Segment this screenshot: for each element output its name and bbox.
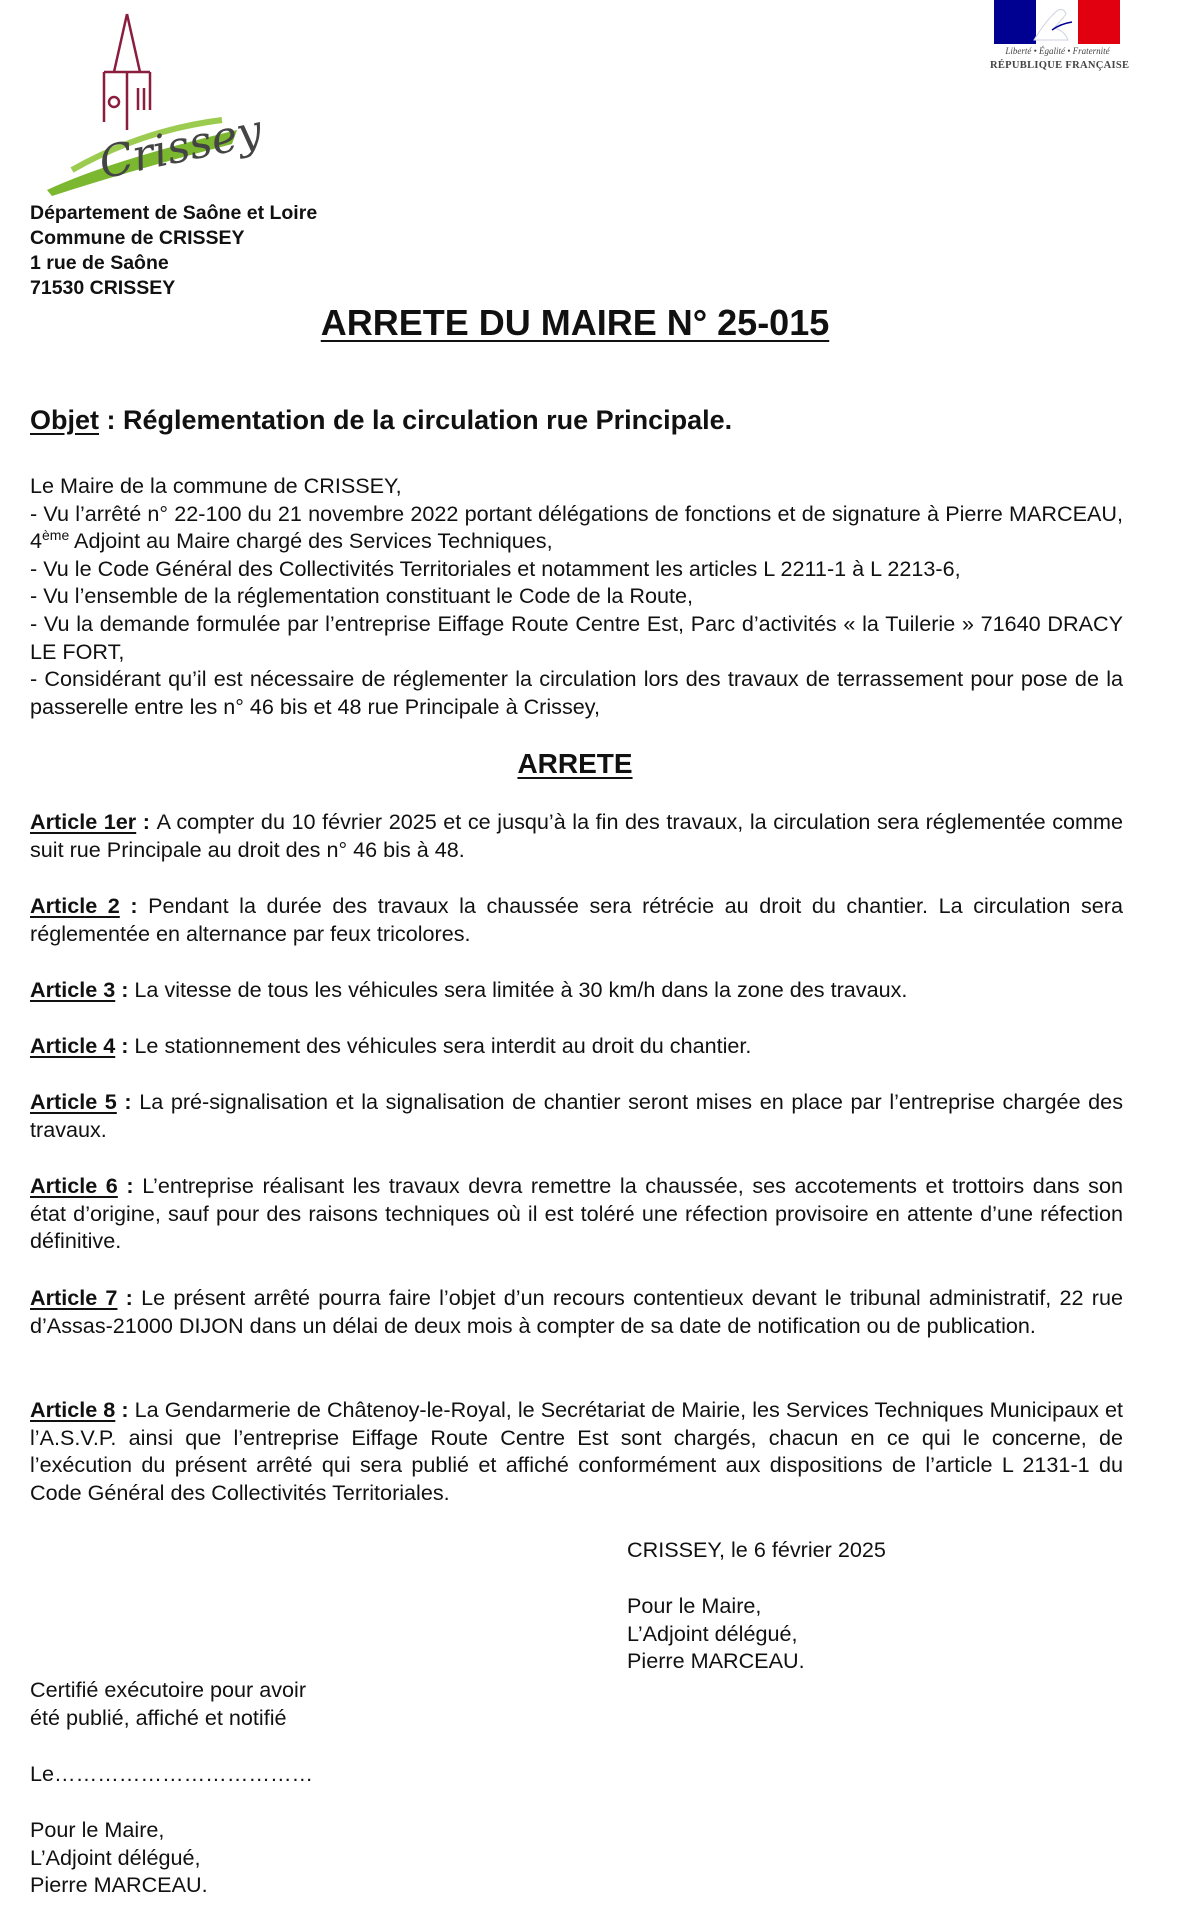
republique-francaise-logo [990, 0, 1130, 80]
article-text: Pendant la durée des travaux la chaussée sera rétrécie au droit du chantier. La circulation sera réglementée en alternance par feux tricolores. [30, 893, 1123, 946]
republic-name: RÉPUBLIQUE FRANÇAISE [990, 60, 1130, 71]
vu1-text-a: - Vu l’arrêté n° 22-100 du 21 novembre 2022 portant délégations de fonctions et de signature à Pierre MARCEAU, 4 [30, 500, 1123, 554]
article-label: Article 4 [30, 1033, 116, 1058]
preamble-vu-1 [30, 500, 1123, 555]
objet-text: Réglementation de la circulation rue Principale. [123, 405, 733, 435]
article-6: Article 6 : L’entreprise réalisant les travaux devra remettre la chaussée, ses accotements et trottoirs dans son état d’origine, sauf pour des raisons techniques où il est toléré une réfection provisoire en attente d’une réfection définitive. [30, 1173, 1123, 1254]
preamble-vu-2: - Vu le Code Général des Collectivités Territoriales et notamment les articles L 2211-1 à L 2213-6, [30, 555, 961, 581]
certification-signature [30, 1816, 208, 1899]
certification-line: Certifié exécutoire pour avoir [30, 1677, 307, 1702]
signature-place-date: CRISSEY, le 6 février 2025 [627, 1537, 886, 1562]
signature-line: L’Adjoint délégué, [627, 1620, 798, 1646]
signature-block [627, 1592, 805, 1675]
preamble-vu-3: - Vu l’ensemble de la réglementation constituant le Code de la Route, [30, 583, 694, 609]
article-text: Le présent arrêté pourra faire l’objet d’un recours contentieux devant le tribunal administratif, 22 rue d’Assas-21000 DIJON dans un délai de deux mois à compter de sa date de notification ou de publication. [30, 1285, 1123, 1338]
crissey-logo [42, 10, 267, 200]
vu1-superscript: ème [42, 527, 70, 543]
article-label: Article 1er [30, 809, 137, 834]
certification-date-line: Le……………………………… [30, 1761, 314, 1786]
header-line: 1 rue de Saône [30, 252, 169, 274]
certification-block [30, 1676, 306, 1731]
commune-header [30, 201, 317, 301]
title-text: ARRETE DU MAIRE N° 25-015 [320, 302, 830, 343]
header-line: Commune de CRISSEY [30, 227, 245, 249]
objet-line [30, 405, 732, 436]
signature-line: Pierre MARCEAU. [627, 1648, 805, 1674]
logo-text: Crissey [94, 105, 267, 190]
certification-sign-line: L’Adjoint délégué, [30, 1844, 201, 1870]
article-2: Article 2 : Pendant la durée des travaux la chaussée sera rétrécie au droit du chantier. La circulation sera réglementée en alternance par feux tricolores. [30, 893, 1123, 946]
arrete-heading-text: ARRETE [517, 748, 633, 779]
certification-sign-line: Pierre MARCEAU. [30, 1872, 208, 1898]
article-text: L’entreprise réalisant les travaux devra remettre la chaussée, ses accotements et trottoirs dans son état d’origine, sauf pour des raisons techniques où il est toléré une réfection provisoire en attente d’une réfection définitive. [30, 1173, 1123, 1254]
arrete-heading [0, 748, 1150, 780]
objet-label: Objet [30, 405, 100, 435]
article-label: Article 6 [30, 1173, 118, 1198]
article-label: Article 2 [30, 893, 120, 918]
republic-motto: Liberté • Égalité • Fraternité [1005, 46, 1110, 56]
header-line: 71530 CRISSEY [30, 277, 176, 299]
vu1-text-b: Adjoint au Maire chargé des Services Techniques, [69, 528, 553, 554]
article-8: Article 8 : La Gendarmerie de Châtenoy-le-Royal, le Secrétariat de Mairie, les Services Techniques Municipaux et l’A.S.V.P. ainsi que l’entreprise Eiffage Route Centre Est sont chargés, chacun en ce qui le concerne, de l’exécution du présent arrêté qui sera publié et affiché conformément aux dispositions de l’article L 2131-1 du Code Général des Collectivités Territoriales. [30, 1397, 1123, 1505]
header-line: Département de Saône et Loire [30, 202, 318, 224]
article-1: Article 1er : A compter du 10 février 2025 et ce jusqu’à la fin des travaux, la circulation sera réglementée comme suit rue Principale au droit des n° 46 bis à 48. [30, 809, 1123, 862]
document-title [0, 302, 1150, 344]
article-label: Article 7 [30, 1285, 118, 1310]
certification-sign-line: Pour le Maire, [30, 1817, 165, 1842]
article-7: Article 7 : Le présent arrêté pourra faire l’objet d’un recours contentieux devant le tribunal administratif, 22 rue d’Assas-21000 DIJON dans un délai de deux mois à compter de sa date de notification ou de publication. [30, 1285, 1123, 1338]
article-text: Le stationnement des véhicules sera interdit au droit du chantier. [134, 1033, 752, 1058]
article-3: Article 3 : La vitesse de tous les véhicules sera limitée à 30 km/h dans la zone des travaux. [30, 977, 908, 1002]
certification-line: été publié, affiché et notifié [30, 1704, 287, 1730]
article-4: Article 4 : Le stationnement des véhicules sera interdit au droit du chantier. [30, 1033, 752, 1058]
marianne-flag-icon [994, 0, 1120, 44]
objet-sep: : [99, 405, 124, 435]
article-5: Article 5 : La pré-signalisation et la signalisation de chantier seront mises en place par l’entreprise chargée des travaux. [30, 1089, 1123, 1142]
preamble-vu-4: - Vu la demande formulée par l’entreprise Eiffage Route Centre Est, Parc d’activités « la Tuilerie » 71640 DRACY LE FORT, [30, 610, 1123, 664]
preamble-intro: Le Maire de la commune de CRISSEY, [30, 473, 402, 498]
article-text: A compter du 10 février 2025 et ce jusqu’à la fin des travaux, la circulation sera réglementée comme suit rue Principale au droit des n° 46 bis à 48. [30, 809, 1123, 862]
article-label: Article 8 [30, 1397, 116, 1422]
preamble [30, 472, 1123, 720]
article-text: La pré-signalisation et la signalisation de chantier seront mises en place par l’entreprise chargée des travaux. [30, 1089, 1123, 1142]
article-text: La vitesse de tous les véhicules sera limitée à 30 km/h dans la zone des travaux. [134, 977, 908, 1002]
preamble-considerant: - Considérant qu’il est nécessaire de réglementer la circulation lors des travaux de terrassement pour pose de la passerelle entre les n° 46 bis et 48 rue Principale à Crissey, [30, 666, 1123, 719]
article-label: Article 3 [30, 977, 116, 1002]
article-text: La Gendarmerie de Châtenoy-le-Royal, le Secrétariat de Mairie, les Services Techniques Municipaux et l’A.S.V.P. ainsi que l’entreprise Eiffage Route Centre Est sont chargés, chacun en ce qui le concerne, de l’exécution du présent arrêté qui sera publié et affiché conformément aux dispositions de l’article L 2131-1 du Code Général des Collectivités Territoriales. [30, 1397, 1123, 1505]
signature-line: Pour le Maire, [627, 1593, 762, 1618]
article-label: Article 5 [30, 1089, 117, 1114]
